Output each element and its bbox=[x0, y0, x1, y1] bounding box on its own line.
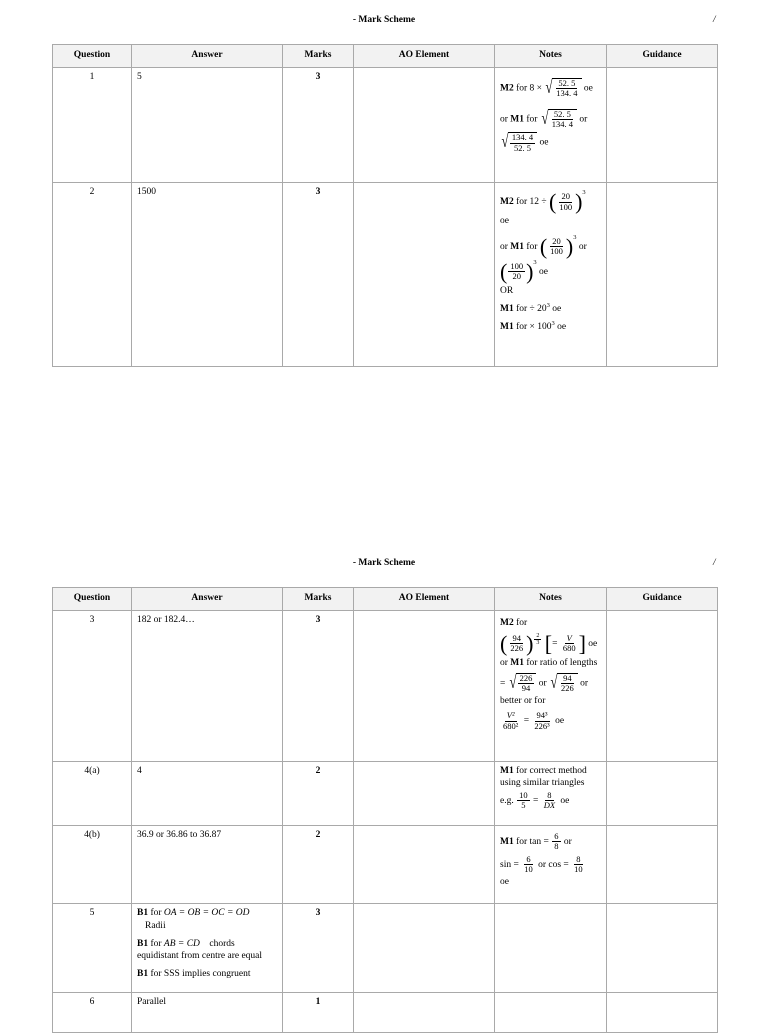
col-question: Question bbox=[53, 588, 132, 611]
table-row bbox=[53, 904, 718, 993]
ao-element-cell bbox=[354, 826, 495, 904]
question-cell: 3 bbox=[53, 611, 132, 762]
guidance-cell bbox=[607, 183, 718, 367]
marks-cell: 3 bbox=[283, 183, 354, 367]
col-answer: Answer bbox=[132, 45, 283, 68]
ao-element-cell bbox=[354, 611, 495, 762]
ao-element-cell bbox=[354, 183, 495, 367]
notes-cell: M2 for 8 × √ $\frac{52. 5}{134. 4}$ oe or M1 for √ $\frac{52. 5}{134. 4}$ or √ $\frac{134. 4}{52. 5}$ oe bbox=[495, 68, 607, 183]
marks-cell: 3 bbox=[283, 904, 354, 993]
col-ao-element: AO Element bbox=[354, 45, 495, 68]
question-cell: 4(b) bbox=[53, 826, 132, 904]
page-number-marker: / bbox=[713, 15, 716, 25]
col-guidance: Guidance bbox=[607, 45, 718, 68]
col-guidance: Guidance bbox=[607, 588, 718, 611]
col-marks: Marks bbox=[283, 588, 354, 611]
table-row bbox=[53, 68, 718, 183]
notes-cell: M1 for correct method using similar triangles e.g. $\frac{10}{5}$ = $\frac{8}{DX}$ oe bbox=[495, 762, 607, 826]
marks-cell: 2 bbox=[283, 762, 354, 826]
question-cell: 1 bbox=[53, 68, 132, 183]
col-answer: Answer bbox=[132, 588, 283, 611]
table-row bbox=[53, 183, 718, 367]
mark-scheme-table-1 bbox=[52, 44, 718, 367]
table-row bbox=[53, 826, 718, 904]
col-question: Question bbox=[53, 45, 132, 68]
col-notes: Notes bbox=[495, 45, 607, 68]
col-ao-element: AO Element bbox=[354, 588, 495, 611]
answer-cell: Parallel bbox=[132, 993, 283, 1033]
guidance-cell bbox=[607, 993, 718, 1033]
notes-cell: M2 for ( $\frac{94}{226}$ ) $\frac{2}{3}$ [ = $\frac{V}{680}$ ] oe or M1 for ratio of lengths = √ $\frac{226}{94}$ or √ $\frac{94}{226}$ or better or for $\frac{\text{V²}}{\text{680²}}$ = $\frac{\text{94³}}{\text{226³}}$ oe bbox=[495, 611, 607, 762]
page2-header bbox=[0, 558, 768, 572]
answer-cell: B1 for OA = OB = OC = OD Radii B1 for AB = CD chords equidistant from centre are equal B1 for SSS implies congruent bbox=[132, 904, 283, 993]
question-cell: 6 bbox=[53, 993, 132, 1033]
table-row bbox=[53, 611, 718, 762]
guidance-cell bbox=[607, 611, 718, 762]
col-marks: Marks bbox=[283, 45, 354, 68]
table-header-row bbox=[53, 45, 718, 68]
guidance-cell bbox=[607, 826, 718, 904]
table-header-row bbox=[53, 588, 718, 611]
notes-cell: M1 for tan = $\frac{6}{8}$ or sin = $\frac{6}{10}$ or cos = $\frac{8}{10}$ oe bbox=[495, 826, 607, 904]
ao-element-cell bbox=[354, 904, 495, 993]
question-cell: 4(a) bbox=[53, 762, 132, 826]
page-title: - Mark Scheme bbox=[352, 558, 416, 568]
mark-scheme-table-2 bbox=[52, 587, 718, 1033]
table-row bbox=[53, 762, 718, 826]
answer-cell: 4 bbox=[132, 762, 283, 826]
marks-cell: 1 bbox=[283, 993, 354, 1033]
ao-element-cell bbox=[354, 993, 495, 1033]
answer-cell: 182 or 182.4… bbox=[132, 611, 283, 762]
col-notes: Notes bbox=[495, 588, 607, 611]
guidance-cell bbox=[607, 904, 718, 993]
notes-cell bbox=[495, 904, 607, 993]
question-cell: 2 bbox=[53, 183, 132, 367]
marks-cell: 3 bbox=[283, 611, 354, 762]
guidance-cell bbox=[607, 762, 718, 826]
answer-cell: 5 bbox=[132, 68, 283, 183]
marks-cell: 3 bbox=[283, 68, 354, 183]
guidance-cell bbox=[607, 68, 718, 183]
marks-cell: 2 bbox=[283, 826, 354, 904]
page-number-marker: / bbox=[713, 558, 716, 568]
page1-header bbox=[0, 15, 768, 29]
answer-cell: 36.9 or 36.86 to 36.87 bbox=[132, 826, 283, 904]
page-title: - Mark Scheme bbox=[352, 15, 416, 25]
ao-element-cell bbox=[354, 762, 495, 826]
notes-cell: M2 for 12 ÷ ( $\frac{20}{100}$ ) $^3$ oe or M1 for ( $\frac{20}{100}$ ) $^3$ or ( $\frac{100}{20}$ ) $^3$ oe OR M1 for ÷ $20^3$ oe M1 for × $100^3$ oe bbox=[495, 183, 607, 367]
table-row bbox=[53, 993, 718, 1033]
ao-element-cell bbox=[354, 68, 495, 183]
notes-cell bbox=[495, 993, 607, 1033]
question-cell: 5 bbox=[53, 904, 132, 993]
answer-cell: 1500 bbox=[132, 183, 283, 367]
